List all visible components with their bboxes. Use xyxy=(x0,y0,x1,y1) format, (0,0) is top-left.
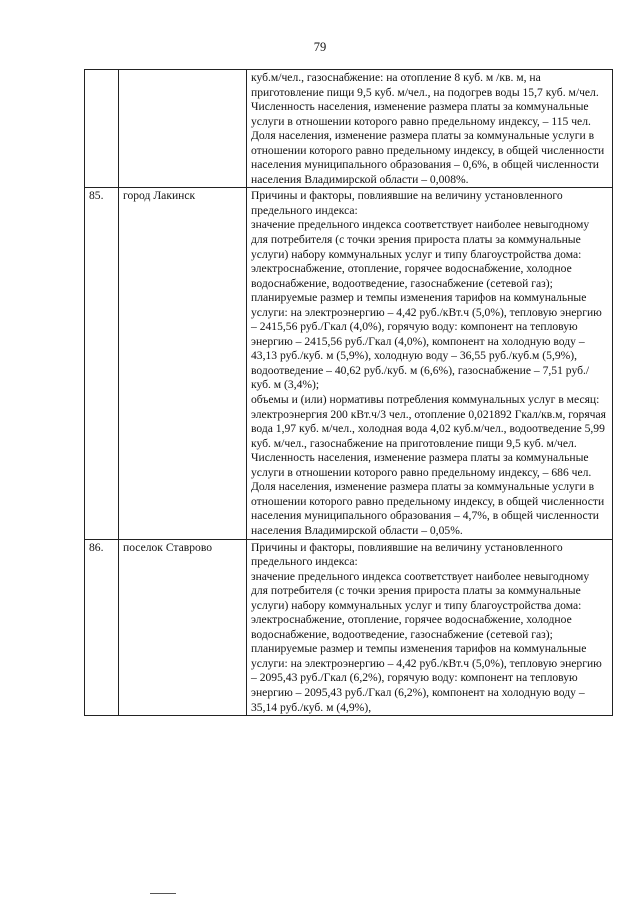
paragraph: Численность населения, изменение размера платы за коммунальные услуги в отношении которого равно предельному индексу, – 115 чел. xyxy=(251,100,591,128)
description-cell xyxy=(247,539,613,716)
table-row xyxy=(85,539,613,716)
paragraph: Причины и факторы, повлиявшие на величину установленного предельного индекса: xyxy=(251,189,563,217)
table-row xyxy=(85,70,613,188)
municipal-index-table xyxy=(84,69,613,716)
description-cell xyxy=(247,188,613,539)
page-number: 79 xyxy=(313,40,327,54)
paragraph: Причины и факторы, повлиявшие на величину установленного предельного индекса: xyxy=(251,540,563,569)
municipality-name-cell: поселок Ставрово xyxy=(119,539,247,716)
table-row xyxy=(85,188,613,539)
paragraph: Численность населения, изменение размера платы за коммунальные услуги в отношении которого равно предельному индексу, – 686 чел. xyxy=(251,451,592,479)
row-number-cell: 86. xyxy=(85,539,119,716)
paragraph: объемы и (или) нормативы потребления коммунальных услуг в месяц: электроэнергия 200 кВт.ч/3 чел., отопление 0,021892 Гкал/кв.м, горячая вода 1,97 куб. м/чел., холодная вода 4,02 куб.м/чел., водоотведение 5,99 куб. м/чел., газоснабжение на приготовление пищи 9,5 куб. м/чел. xyxy=(251,393,606,450)
paragraph: Доля населения, изменение размера платы за коммунальные услуги в отношении которого равно предельному индексу, в общей численности населения муниципального образования – 0,6%, в общей численности населения Владимирской области – 0,008%. xyxy=(251,129,605,186)
description-cell xyxy=(247,70,613,188)
row-number-cell: 85. xyxy=(85,188,119,539)
paragraph: планируемые размер и темпы изменения тарифов на коммунальные услуги: на электроэнергию – 4,42 руб./кВт.ч (5,0%), тепловую энергию – 2415,56 руб./Гкал (4,0%), горячую воду: компонент на тепловую энергию – 2415,56 руб./Гкал (4,0%), компонент на холодную воду – 43,13 руб./куб. м (5,9%), холодную воду – 36,55 руб./куб.м (5,9%), водоотведение – 40,62 руб./куб. м (6,6%), газоснабжение – 7,51 руб./куб. м (3,4%); xyxy=(251,291,602,392)
municipality-name-cell: город Лакинск xyxy=(119,188,247,539)
paragraph: планируемые размер и темпы изменения тарифов на коммунальные услуги: на электроэнергию – 4,42 руб./кВт.ч (5,0%), тепловую энергию – 2095,43 руб./Гкал (6,2%), горячую воду: компонент на тепловую энергию – 2095,43 руб./Гкал (6,2%), компонент на холодную воду – 35,14 руб./куб. м (4,9%), xyxy=(251,642,602,714)
footer-divider xyxy=(150,893,176,894)
paragraph: значение предельного индекса соответствует наиболее невыгодному для потребителя (с точки зрения прироста платы за коммунальные услуги) набору коммунальных услуг и типу благоустройства дома: электроснабжение, отопление, горячее водоснабжение, холодное водоснабжение, водоотведение, газоснабжение (сетевой газ); xyxy=(251,569,590,641)
row-number-cell xyxy=(85,70,119,188)
paragraph: куб.м/чел., газоснабжение: на отопление 8 куб. м /кв. м, на приготовление пищи 9,5 куб. м/чел., на подогрев воды 15,7 куб. м/чел. xyxy=(251,71,599,99)
paragraph: Доля населения, изменение размера платы за коммунальные услуги в отношении которого равно предельному индексу, в общей численности населения муниципального образования – 4,7%, в общей численности населения Владимирской области – 0,05%. xyxy=(251,480,605,537)
paragraph: значение предельного индекса соответствует наиболее невыгодному для потребителя (с точки зрения прироста платы за коммунальные услуги) набору коммунальных услуг и типу благоустройства дома: электроснабжение, отопление, горячее водоснабжение, холодное водоснабжение, водоотведение, газоснабжение (сетевой газ); xyxy=(251,218,590,290)
municipality-name-cell xyxy=(119,70,247,188)
